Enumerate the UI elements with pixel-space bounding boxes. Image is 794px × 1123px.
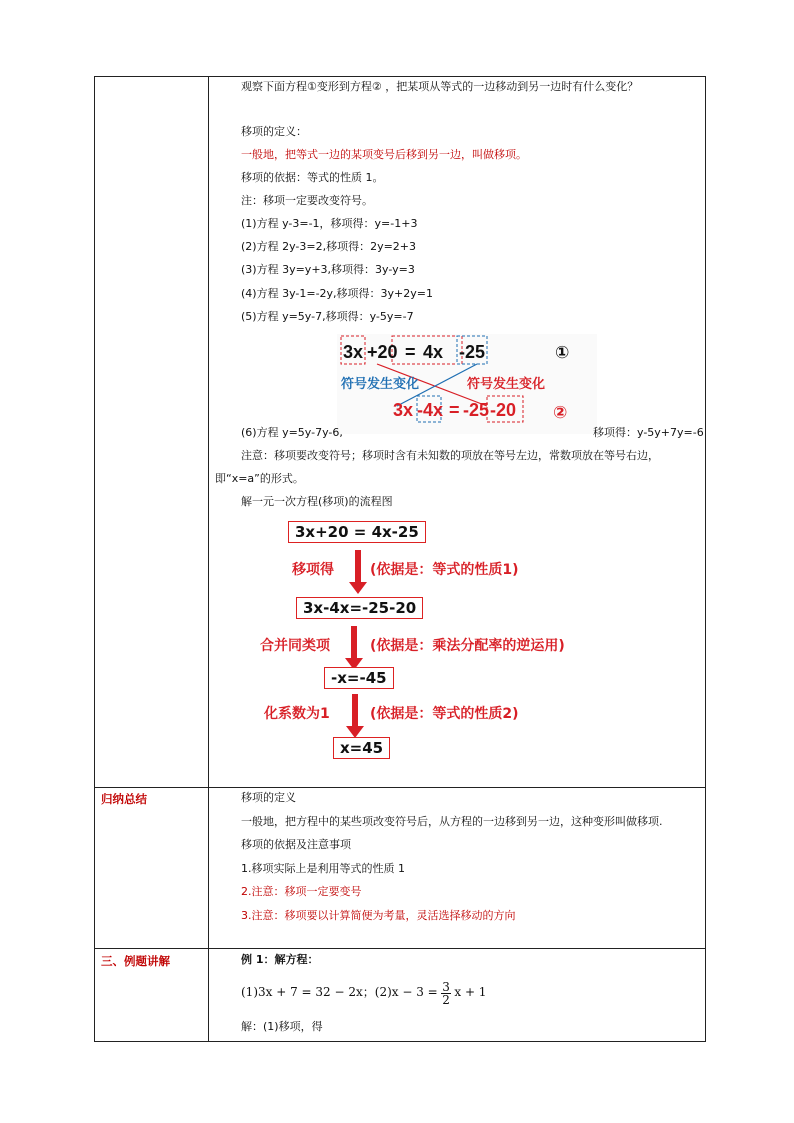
basis-text: 移项的依据：等式的性质 1。 [241, 171, 384, 184]
flowchart [238, 517, 608, 777]
summary-line: 一般地，把方程中的某些项改变符号后，从方程的一边移到另一边，这种变形叫做移项. [241, 815, 663, 828]
example-line: (1)方程 y-3=-1，移项得：y=-1+3 [241, 217, 418, 230]
example-line: (4)方程 3y-1=-2y,移项得：3y+2y=1 [241, 287, 434, 300]
flow-box: -x=-45 [324, 667, 394, 689]
eq1-term: 4x [423, 342, 444, 362]
flow-reason: (依据是：等式的性质1) [370, 562, 519, 578]
fraction-numerator: 3 [442, 979, 450, 994]
eq1-number: ① [555, 343, 570, 363]
eq2-number: ② [553, 403, 568, 423]
section-label: 归纳总结 [101, 792, 147, 806]
flow-step-label: 移项得 [292, 562, 334, 578]
sign-change-label: 符号发生变化 [467, 377, 546, 392]
attention-text: 注意：移项要改变符号；移项时含有未知数的项放在等号左边，常数项放在等号右边， [241, 449, 659, 462]
summary-line: 移项的定义 [241, 791, 296, 804]
example-title: 例 1：解方程： [241, 953, 319, 966]
example-line: 移项得：y-5y+7y=-6 [593, 426, 704, 439]
flow-arrow [351, 626, 357, 660]
summary-line: 2.注意：移项一定要变号 [241, 885, 362, 898]
attention-text: 即“x=a”的形式。 [215, 472, 304, 485]
eq2-term: -20 [490, 400, 517, 420]
eq1-equals: = [405, 342, 416, 362]
observe-question: 观察下面方程①变形到方程② ，把某项从等式的一边移动到另一边时有什么变化？ [241, 80, 639, 93]
equation-text: (1)3x + 7 = 32 − 2x；(2)x − 3 = [241, 985, 438, 999]
flow-step-label: 化系数为1 [264, 706, 330, 722]
flow-arrow [355, 550, 361, 584]
example-equations [241, 977, 486, 1007]
fraction-denominator: 2 [442, 992, 450, 1007]
eq1-term: +20 [367, 342, 398, 362]
fraction [441, 981, 451, 1006]
flow-box: 3x+20 = 4x-25 [288, 521, 426, 543]
summary-line: 1.移项实际上是利用等式的性质 1 [241, 862, 405, 875]
flow-box: 3x-4x=-25-20 [296, 597, 423, 619]
solution-start: 解：(1)移项，得 [241, 1020, 323, 1033]
definition-title: 移项的定义： [241, 125, 307, 138]
eq2-term: -4x [417, 400, 444, 420]
eq1-term: -25 [459, 342, 486, 362]
flow-arrow [352, 694, 358, 728]
eq2-term: -25 [463, 400, 490, 420]
eq2-equals: = [449, 400, 460, 420]
eq2-term: 3x [393, 400, 414, 420]
transposition-svg [337, 334, 597, 434]
example-line: (6)方程 y=5y-7y-6, [241, 426, 343, 439]
flowchart-title: 解一元一次方程(移项)的流程图 [241, 495, 393, 508]
summary-line: 3.注意：移项要以计算简便为考量，灵活选择移动的方向 [241, 909, 516, 922]
row-divider [95, 787, 705, 788]
example-line: (3)方程 3y=y+3,移项得：3y-y=3 [241, 263, 415, 276]
flow-box: x=45 [333, 737, 390, 759]
summary-line: 移项的依据及注意事项 [241, 838, 351, 851]
example-line: (5)方程 y=5y-7,移项得：y-5y=-7 [241, 310, 414, 323]
equation-text: x + 1 [454, 985, 487, 999]
transposition-figure [337, 334, 597, 434]
definition-body: 一般地，把等式一边的某项变号后移到另一边，叫做移项。 [241, 148, 527, 161]
sign-change-label: 符号发生变化 [341, 377, 420, 392]
section-label: 三、例题讲解 [101, 954, 170, 968]
column-divider [208, 77, 209, 1041]
flow-step-label: 合并同类项 [260, 638, 330, 654]
example-line: (2)方程 2y-3=2,移项得：2y=2+3 [241, 240, 417, 253]
flow-reason: (依据是：等式的性质2) [370, 706, 519, 722]
lesson-table [94, 76, 706, 1042]
eq1-term: 3x [343, 342, 364, 362]
row-divider [95, 948, 705, 949]
note-text: 注：移项一定要改变符号。 [241, 194, 373, 207]
flow-reason: (依据是：乘法分配率的逆运用) [370, 638, 565, 654]
